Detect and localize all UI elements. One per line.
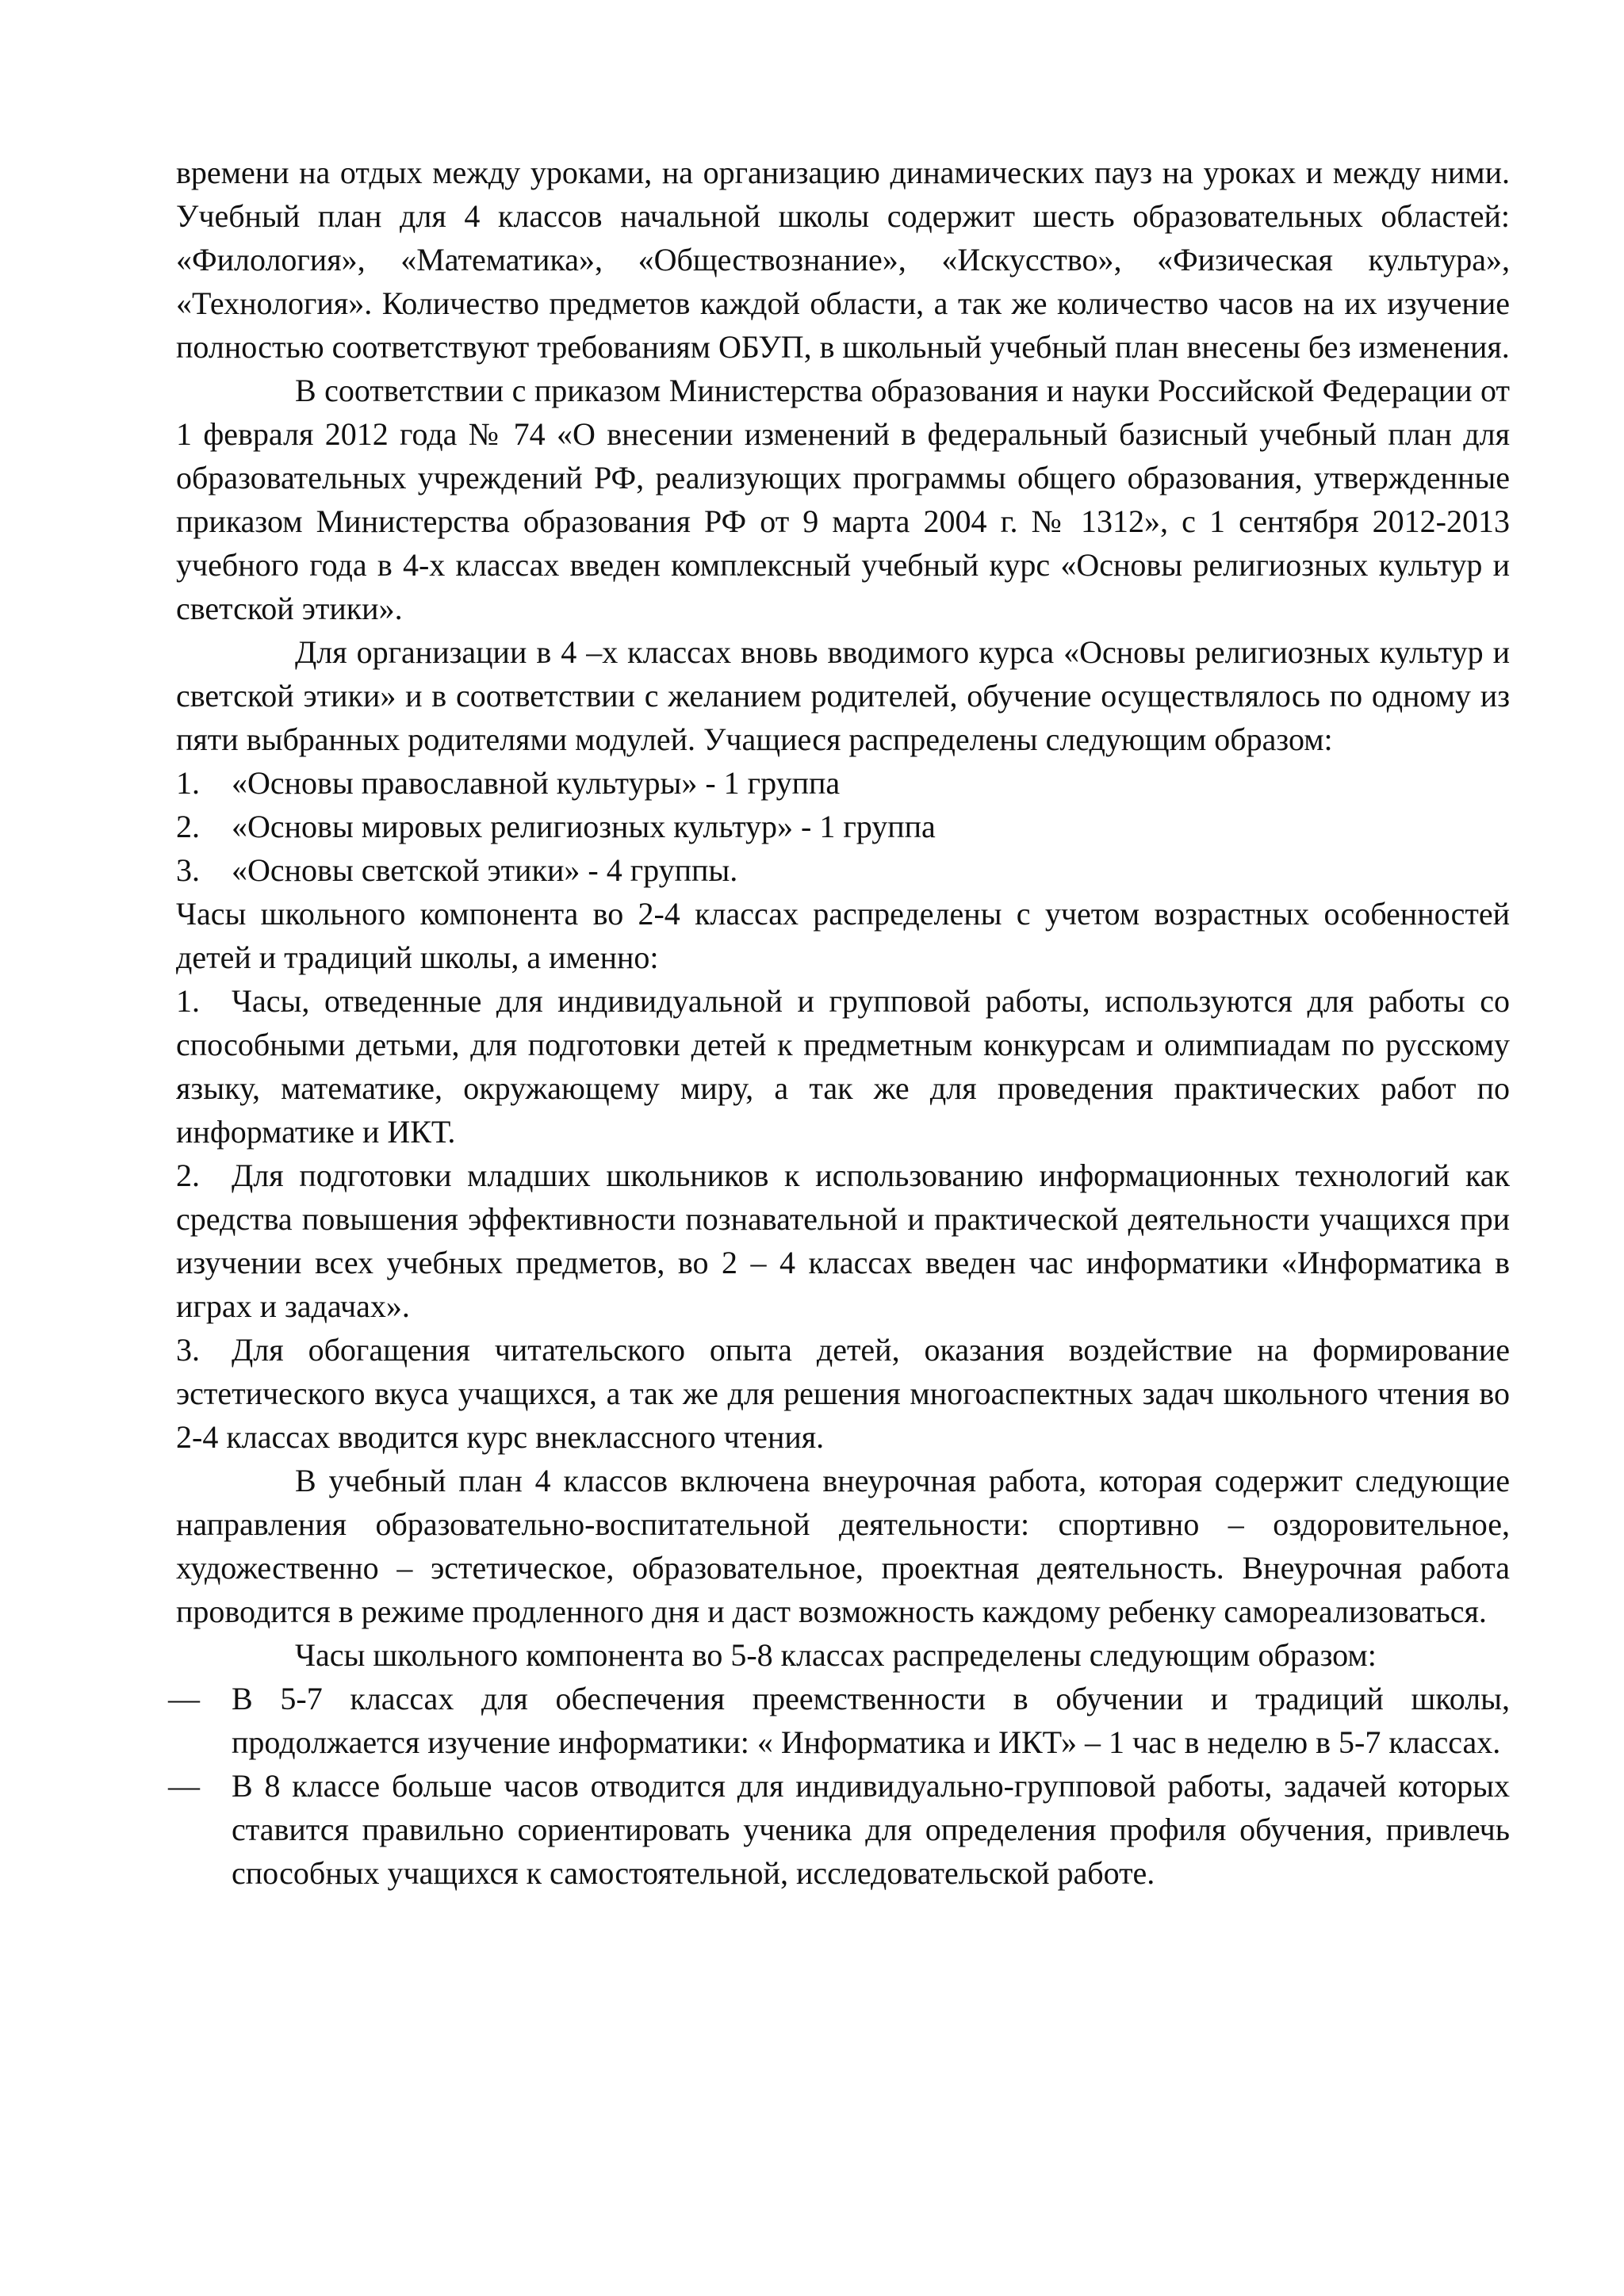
list-item — [176, 805, 1510, 848]
list-text: «Основы светской этики» - 4 группы. — [232, 852, 738, 888]
list-number: 1. — [176, 983, 200, 1019]
paragraph-curriculum-areas: времени на отдых между уроками, на организацию динамических пауз на уроках и между ними. Учебный план для 4 классов начальной школы содержит шесть образовательных областей: «Филология», «Математика», «Обществознание», «Искусство», «Физическая культура», «Технология». Количество предметов каждой области, а так же количество часов на их изучение полностью соответствуют требованиям ОБУП, в школьный учебный план внесены без изменения. — [176, 155, 1510, 365]
list-item — [176, 848, 1510, 892]
list-text: «Основы мировых религиозных культур» - 1 группа — [232, 809, 936, 844]
list-number: 2. — [176, 809, 200, 844]
paragraph-extracurricular: В учебный план 4 классов включена внеурочная работа, которая содержит следующие направления образовательно-воспитательной деятельности: спортивно – оздоровительное, художественно – эстетическое, образовательное, проектная деятельность. Внеурочная работа проводится в режиме продленного дня и даст возможность каждому ребенку самореализоваться. — [176, 1463, 1510, 1629]
bullets-list — [168, 1677, 1510, 1895]
modules-list — [176, 761, 1510, 892]
list-item — [168, 1677, 1510, 1764]
list-text: В 5-7 классах для обеспечения преемственности в обучении и традиций школы, продолжается изучение информатики: « Информатика и ИКТ» – 1 час в неделю в 5-7 классах. — [232, 1681, 1510, 1760]
list-number: 2. — [176, 1158, 200, 1193]
list-text: Часы, отведенные для индивидуальной и групповой работы, используются для работы со способными детьми, для подготовки детей к предметным конкурсам и олимпиадам по русскому языку, математике, окружающему миру, а так же для проведения практических работ по информатике и ИКТ. — [176, 983, 1510, 1150]
list-text: Для обогащения читательского опыта детей, оказания воздействие на формирование эстетического вкуса учащихся, а так же для решения многоаспектных задач школьного чтения во 2-4 классах вводится курс внеклассного чтения. — [176, 1332, 1510, 1455]
list-text: В 8 классе больше часов отводится для индивидуально-групповой работы, задачей которых ставится правильно сориентировать ученика для определения профиля обучения, привлечь способных учащихся к самостоятельной, исследовательской работе. — [232, 1768, 1510, 1891]
dash-marker: — — [168, 1681, 200, 1716]
list-number: 1. — [176, 765, 200, 801]
list-text: Для подготовки младших школьников к использованию информационных технологий как средства повышения эффективности познавательной и практической деятельности учащихся при изучении всех учебных предметов, во 2 – 4 классах введен час информатики «Информатика в играх и задачах». — [176, 1158, 1510, 1324]
components-list — [176, 979, 1510, 1459]
list-item — [176, 1328, 1510, 1459]
paragraph-course-organization: Для организации в 4 –х классах вновь вводимого курса «Основы религиозных культур и светской этики» и в соответствии с желанием родителей, обучение осуществлялось по одному из пяти выбранных родителями модулей. Учащиеся распределены следующим образом: — [176, 634, 1510, 757]
document-page — [168, 151, 1510, 1895]
list-item — [176, 979, 1510, 1154]
dash-marker: — — [168, 1768, 200, 1804]
list-text: «Основы православной культуры» - 1 группа — [232, 765, 841, 801]
list-number: 3. — [176, 1332, 200, 1368]
list-item — [176, 761, 1510, 805]
list-item — [168, 1764, 1510, 1895]
paragraph-ministry-order: В соответствии с приказом Министерства образования и науки Российской Федерации от 1 февраля 2012 года № 74 «О внесении изменений в федеральный базисный учебный план для образовательных учреждений РФ, реализующих программы общего образования, утвержденные приказом Министерства образования РФ от 9 марта 2004 г. № 1312», с 1 сентября 2012-2013 учебного года в 4-х классах введен комплексный учебный курс «Основы религиозных культур и светской этики». — [176, 373, 1510, 626]
paragraph-school-component-2-4: Часы школьного компонента во 2-4 классах распределены с учетом возрастных особенностей детей и традиций школы, а именно: — [176, 896, 1510, 975]
list-number: 3. — [176, 852, 200, 888]
list-item — [176, 1154, 1510, 1328]
paragraph-school-component-5-8: Часы школьного компонента во 5-8 классах распределены следующим образом: — [295, 1637, 1377, 1673]
